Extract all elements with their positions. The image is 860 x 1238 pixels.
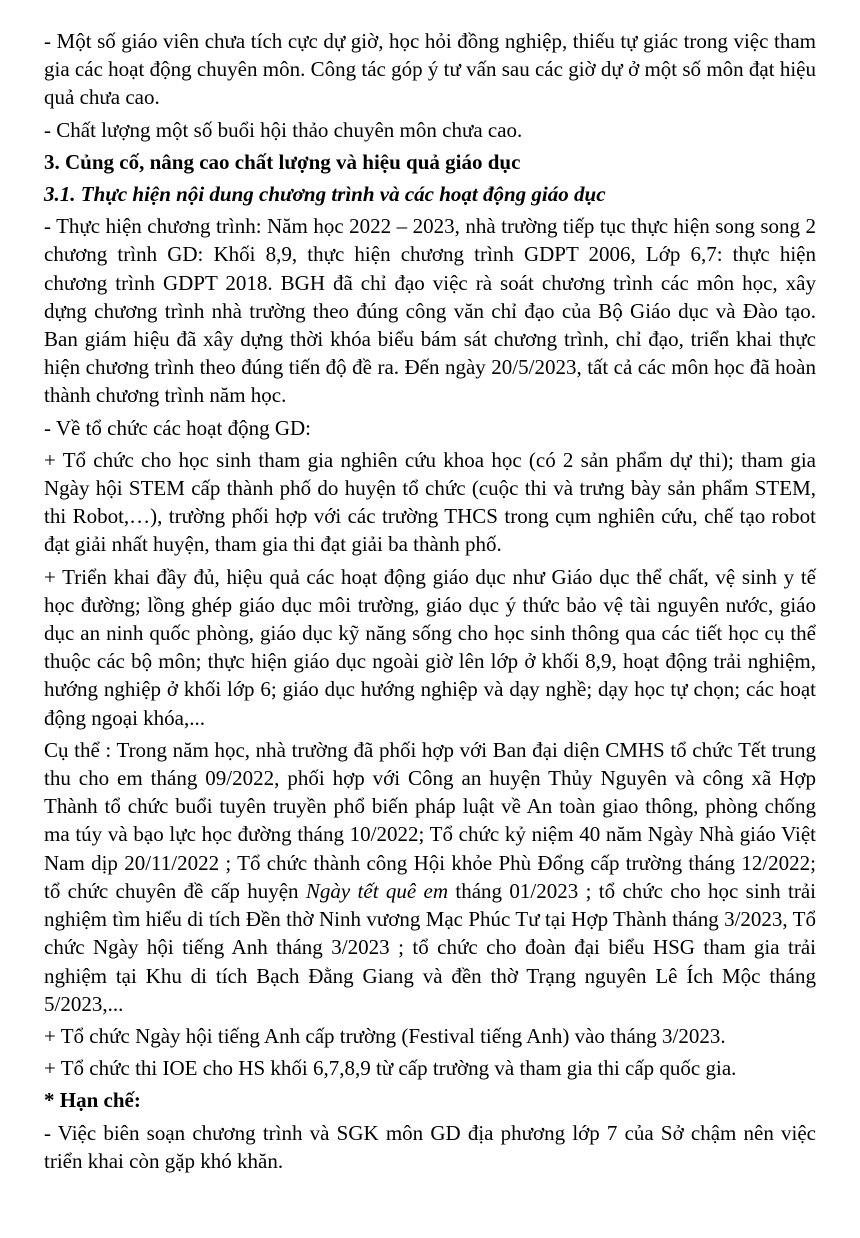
paragraph-local-curriculum: - Việc biên soạn chương trình và SGK môn GD địa phương lớp 7 của Sở chậm nên việc triển khai còn gặp khó khăn. (44, 1120, 816, 1173)
subsection-heading-3-1: 3.1. Thực hiện nội dung chương trình và các hoạt động giáo dục (44, 182, 606, 207)
paragraph-research-stem: + Tổ chức cho học sinh tham gia nghiên cứu khoa học (có 2 sản phẩm dự thi); tham gia Ngày hội STEM cấp thành phố do huyện tổ chức (cuộc thi và trưng bày sản phẩm STEM, thi Robot,…), trường phối hợp với các trường THCS trong cụm nghiên cứu, chế tạo robot đạt giải nhất huyện, tham gia thi đạt giải ba thành phố. (44, 447, 816, 557)
paragraph-education-activities: + Triển khai đầy đủ, hiệu quả các hoạt động giáo dục như Giáo dục thể chất, vệ sinh y tế học đường; lồng ghép giáo dục môi trường, giáo dục ý thức bảo vệ tài nguyên nước, giáo dục an ninh quốc phòng, giáo dục kỹ năng sống cho học sinh thông qua các tiết học cụ thể thuộc các bộ môn; thực hiện giáo dục ngoài giờ lên lớp ở khối 8,9, hoạt động trải nghiệm, hướng nghiệp ở khối lớp 6; giáo dục hướng nghiệp và dạy nghề; dạy học tự chọn; các hoạt động ngoại khóa,... (44, 564, 816, 730)
document-page (44, 27, 816, 1179)
specific-activities-title-italic: Ngày tết quê em (305, 878, 449, 903)
paragraph-program-implementation: - Thực hiện chương trình: Năm học 2022 – 2023, nhà trường tiếp tục thực hiện song song 2 chương trình GD: Khối 8,9, thực hiện chương trình GDPT 2006, Lớp 6,7: thực hiện chương trình GDPT 2018. BGH đã chỉ đạo việc rà soát chương trình các môn học, xây dựng chương trình nhà trường theo đúng công văn chỉ đạo của Bộ Giáo dục và Đào tạo. Ban giám hiệu đã xây dựng thời khóa biểu bám sát chương trình, chỉ đạo, triển khai thực hiện chương trình theo đúng tiến độ đề ra. Đến ngày 20/5/2023, tất cả các môn học đã hoàn thành chương trình năm học. (44, 214, 816, 408)
specific-activities-text-2: tháng 01/2023 ; tổ chức cho học sinh trải nghiệm tìm hiểu di tích Đền thờ Ninh vương Mạc Phúc Tư tại Hợp Thành tháng 3/2023, Tổ chức Ngày hội tiếng Anh tháng 3/2023 ; tổ chức cho đoàn đại biểu HSG tham gia trải nghiệm tại Khu di tích Bạch Đằng Giang và đền thờ Trạng nguyên Lê Ích Mộc tháng 5/2023,... (44, 878, 816, 1016)
paragraph-seminar-quality: - Chất lượng một số buổi hội thảo chuyên môn chưa cao. (44, 117, 523, 142)
paragraph-activities-intro: - Về tổ chức các hoạt động GD: (44, 415, 311, 440)
paragraph-specific-activities (44, 736, 816, 1018)
specific-activities-text-1: Cụ thể : Trong năm học, nhà trường đã phối hợp với Ban đại diện CMHS tổ chức Tết trung thu cho em tháng 09/2022, phối hợp với Công an huyện Thủy Nguyên và công xã Hợp Thành tổ chức buổi tuyên truyền phổ biến pháp luật về An toàn giao thông, phòng chống ma túy và bạo lực học đường tháng 10/2022; Tổ chức kỷ niệm 40 năm Ngày Nhà giáo Việt Nam dịp 20/11/2022 ; Tổ chức thành công Hội khỏe Phù Đổng cấp trường tháng 12/2022; tổ chức chuyên đề cấp huyện (44, 737, 816, 903)
paragraph-teacher-limitations: - Một số giáo viên chưa tích cực dự giờ, học hỏi đồng nghiệp, thiếu tự giác trong việc tham gia các hoạt động chuyên môn. Công tác góp ý tư vấn sau các giờ dự ở một số môn đạt hiệu quả chưa cao. (44, 29, 816, 110)
paragraph-english-festival: + Tổ chức Ngày hội tiếng Anh cấp trường (Festival tiếng Anh) vào tháng 3/2023. (44, 1023, 726, 1048)
section-heading-3: 3. Củng cố, nâng cao chất lượng và hiệu quả giáo dục (44, 149, 521, 174)
paragraph-ioe-contest: + Tổ chức thi IOE cho HS khối 6,7,8,9 từ cấp trường và tham gia thi cấp quốc gia. (44, 1056, 737, 1081)
limitations-heading: * Hạn chế: (44, 1088, 141, 1113)
